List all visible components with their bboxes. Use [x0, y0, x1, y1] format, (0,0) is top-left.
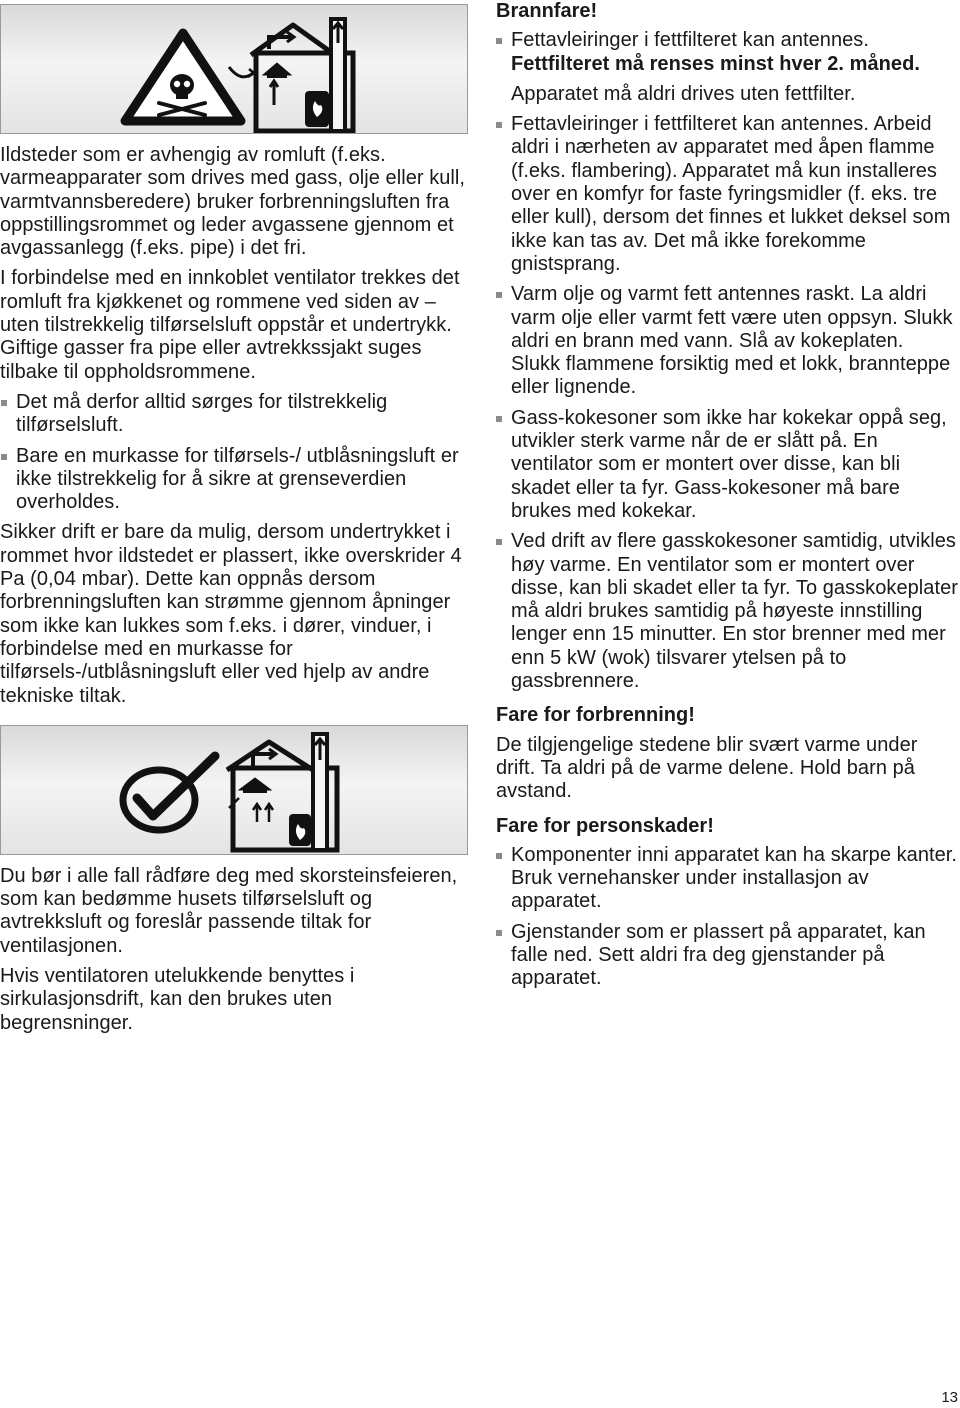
paragraph-chimney-sweep: Du bør i alle fall rådføre deg med skorsteinsfeieren, som kan bedømme husets tilførselsluft og avtrekksluft og foreslår passende tiltak for ventilasjonen. — [0, 864, 458, 957]
bullet-sharp-edges: Komponenter inni apparatet kan ha skarpe kanter. Bruk vernehansker under installasjon av apparatet. — [496, 844, 958, 914]
page-number: 13 — [941, 1389, 958, 1406]
bullet-grease-filter-after: Apparatet må aldri drives uten fettfilter. — [511, 82, 856, 105]
paragraph-vacuum-warning: I forbindelse med en innkoblet ventilator trekkes det romluft fra kjøkkenet og rommene ved siden av – uten tilstrekkelig tilførselsluft oppstår et undertrykk. Giftige gasser fra pipe eller avtrekkssjakt suges tilbake til oppholdsrommene. — [0, 267, 460, 383]
paragraph-hot-parts: De tilgjengelige stedene blir svært varme under drift. Ta aldri på de varme delene. Hold barn på avstand. — [496, 733, 918, 803]
skull-warning-icon — [125, 33, 241, 121]
heading-fire-hazard: Brannfare! — [496, 0, 598, 22]
checkmark-icon — [123, 756, 215, 830]
bullet-grease-filter-bold: Fettfilteret må renses minst hver 2. måned. — [511, 52, 920, 75]
heading-injury-hazard: Fare for personskader! — [496, 814, 714, 837]
bullet-falling-objects: Gjenstander som er plassert på apparatet, kan falle ned. Sett aldri fra deg gjenstander på apparatet. — [496, 921, 958, 991]
bullet-open-flame: Fettavleiringer i fettfilteret kan antennes. Arbeid aldri i nærheten av apparatet med åpen flamme (f.eks. flambering). Apparatet må kun installeres over en komfyr for faste fyringsmidler (f. eks. tre eller kull), dersom det finnes et lukket deksel som ikke kan tas av. Det må ikke forekomme gnistsprang. — [496, 113, 958, 276]
heading-burn-hazard: Fare for forbrenning! — [496, 704, 695, 727]
bullet-grease-filter-text: Fettavleiringer i fettfilteret kan antennes. — [511, 29, 869, 52]
paragraph-recirculation: Hvis ventilatoren utelukkende benyttes i sirkulasjonsdrift, kan den brukes uten begrensninger. — [0, 965, 355, 1034]
bullet-wall-box: Bare en murkasse for tilførsels-/ utblåsningsluft er ikke tilstrekkelig for å sikre at grenseverdien overholdes. — [0, 445, 468, 515]
bullet-grease-filter — [496, 29, 958, 106]
right-column — [496, 0, 958, 998]
figure-warning-illustration — [0, 4, 468, 134]
figure-ok-illustration — [0, 725, 468, 855]
house-hood-chimney-icon — [229, 19, 353, 131]
bullet-gas-zones: Gass-kokesoner som ikke har kokekar oppå seg, utvikler sterk varme når de er slått på. En ventilator som er montert over disse, kan bli skadet eller ta fyr. Gass-kokesoner må bare brukes med kokekar. — [496, 407, 958, 523]
bullet-supply-air: Det må derfor alltid sørges for tilstrekkelig tilførselsluft. — [0, 391, 468, 438]
bullet-hot-oil: Varm olje og varmt fett antennes raskt. La aldri varm olje eller varmt fett være uten oppsyn. Slukk aldri en brann med vann. Slå av kokeplaten. Slukk flammene forsiktig med et lokk, brannteppe eller lignende. — [496, 283, 958, 399]
left-column — [0, 0, 468, 1042]
left-bullet-list — [0, 391, 468, 514]
bullet-multiple-gas-zones: Ved drift av flere gasskokesoner samtidig, utvikles høy varme. En ventilator som er montert over disse, kan bli skadet eller ta fyr. To gasskokeplater må aldri brukes samtidig på høyeste innstilling lenger enn 15 minutter. En stor brenner med mer enn 5 kW (wok) tilsvarer ytelsen på to gassbrennere. — [496, 530, 958, 693]
house-hood-chimney-icon — [227, 734, 337, 850]
paragraph-room-air-appliances: Ildsteder som er avhengig av romluft (f.eks. varmeapparater som drives med gass, olje eller kull, varmtvannsberedere) bruker forbrenningsluften fra oppstillingsrommet og leder avgassene gjennom et avgassanlegg (f.eks. pipe) i det fri. — [0, 144, 466, 260]
injury-bullet-list — [496, 844, 958, 991]
paragraph-safe-operation: Sikker drift er bare da mulig, dersom undertrykket i rommet hvor ildstedet er plassert, ikke overskrider 4 Pa (0,04 mbar). Dette kan oppnås dersom forbrenningsluften kan strømme gjennom åpninger som ikke kan lukkes som f.eks. i dører, vinduer, i forbindelse med en murkasse for tilførsels-/utblåsningsluft eller ved hjelp av andre tekniske tiltak. — [0, 521, 462, 707]
fire-bullet-list — [496, 29, 958, 693]
